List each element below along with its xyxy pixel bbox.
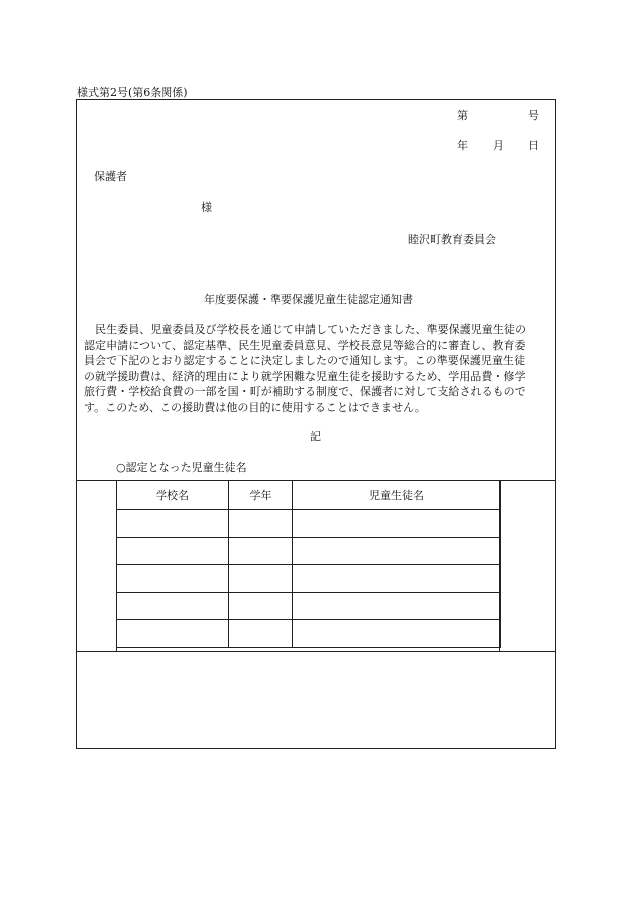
table-row <box>117 537 501 565</box>
student-name-cell[interactable] <box>293 620 501 648</box>
student-name-cell[interactable] <box>293 510 501 538</box>
student-table <box>116 480 501 648</box>
student-list-heading: ○認定となった児童生徒名 <box>116 461 247 474</box>
grade-cell[interactable] <box>229 592 293 620</box>
date-year: 年 <box>457 139 468 152</box>
school-name-cell[interactable] <box>117 510 229 538</box>
number-prefix: 第 <box>457 109 468 122</box>
table-row <box>117 620 501 648</box>
school-name-cell[interactable] <box>117 537 229 565</box>
body-line: 旅行費・学校給食費の一部を国・町が補助する制度で、保護者に対して支給されるもので <box>84 385 526 399</box>
school-name-cell[interactable] <box>117 620 229 648</box>
honorific-sama: 様 <box>201 201 212 214</box>
number-suffix: 号 <box>528 109 539 122</box>
school-name-cell[interactable] <box>117 565 229 593</box>
date-day: 日 <box>528 139 539 152</box>
table-row <box>117 565 501 593</box>
form-number-label: 様式第2号(第6条関係) <box>77 86 188 99</box>
notice-title: 年度要保護・準要保護児童生徒認定通知書 <box>204 293 413 306</box>
notice-body <box>84 322 550 416</box>
date-month: 月 <box>493 139 504 152</box>
header-school-name: 学校名 <box>117 481 229 510</box>
grade-cell[interactable] <box>229 620 293 648</box>
student-name-cell[interactable] <box>293 565 501 593</box>
student-name-cell[interactable] <box>293 592 501 620</box>
body-line: 員会で下記のとおり認定することに決定しましたので通知します。この準要保護児童生徒 <box>84 354 526 368</box>
student-name-cell[interactable] <box>293 537 501 565</box>
body-line: の就学援助費は、経済的理由により就学困難な児童生徒を援助するため、学用品費・修学 <box>84 369 526 383</box>
sender-name: 睦沢町教育委員会 <box>408 233 496 246</box>
table-row <box>117 510 501 538</box>
body-line: 民生委員、児童委員及び学校長を通じて申請していただきました、準要保護児童生徒の <box>84 323 526 336</box>
table-row <box>117 592 501 620</box>
table-header-row <box>117 481 501 510</box>
header-grade: 学年 <box>229 481 293 510</box>
grade-cell[interactable] <box>229 510 293 538</box>
grade-cell[interactable] <box>229 537 293 565</box>
grade-cell[interactable] <box>229 565 293 593</box>
section-divider-bottom <box>76 651 556 652</box>
ki-heading: 記 <box>310 430 321 443</box>
body-line: す。このため、この援助費は他の目的に使用することはできません。 <box>84 400 426 414</box>
header-student-name: 児童生徒名 <box>293 481 501 510</box>
guardian-label: 保護者 <box>94 170 127 183</box>
school-name-cell[interactable] <box>117 592 229 620</box>
body-line: 認定申請について、認定基準、民生児童委員意見、学校長意見等総合的に審査し、教育委 <box>84 338 526 352</box>
